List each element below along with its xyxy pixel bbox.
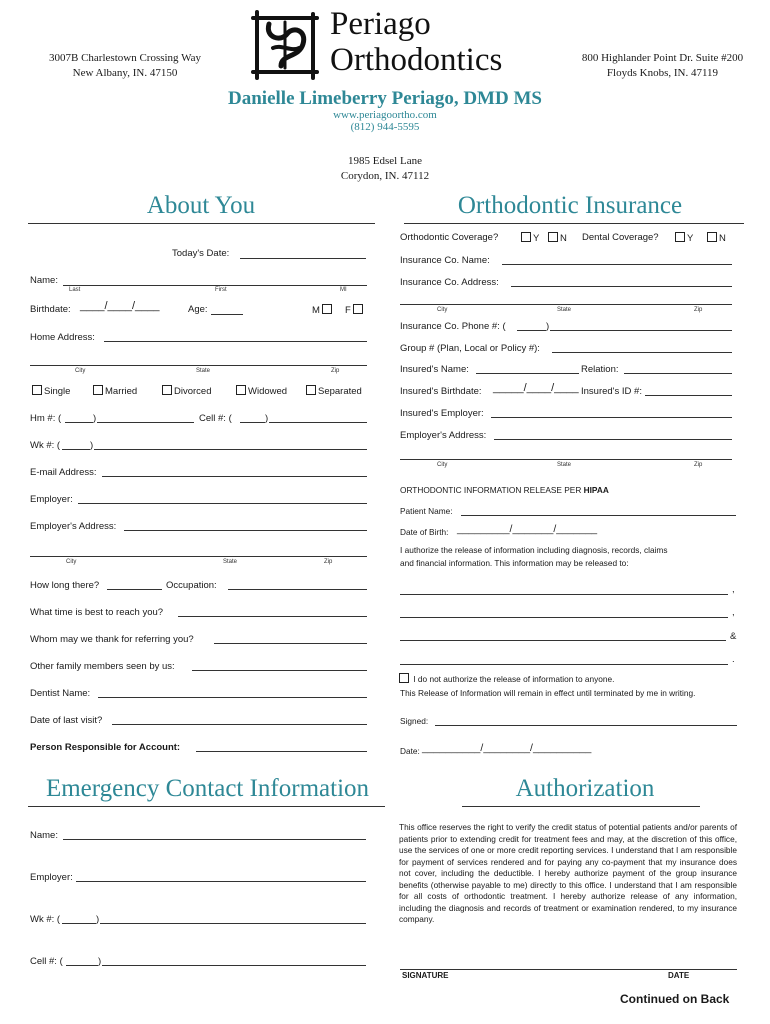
state-sublabel: State [557,462,572,468]
logo-wordmark-top: Periago [330,6,431,42]
signature-label: SIGNATURE [402,971,449,980]
dental-coverage-label: Dental Coverage? [582,232,659,243]
insurance-name-field[interactable] [502,264,732,265]
dentist-label: Dentist Name: [30,688,91,699]
ortho-coverage-yes[interactable] [521,232,539,244]
emergency-work-field[interactable] [100,923,366,924]
name-label: Name: [30,275,58,286]
authorization-text: This office reserves the right to verify the credit status of potential patients and/or parents of patients prior to extending credit for treatment fees and may, at the discretion of this office, use the services of one or more credit reporting services. I understand that I am responsible for payment of services rendered and for paying any co-payment that my insurance does not cover, including the deductible. I hereby authorize payment of the group insurance benefits (otherwise payable to me) directly to this office. I understand that I am responsible for all costs of orthodontic treatment. I hereby authorize release of any information, including the diagnosis and records of treatment or examination rendered, to my insurance company. [399,822,737,924]
email-field[interactable] [102,476,367,477]
authorization-signature-field[interactable] [400,969,737,970]
relation-label: Relation: [581,364,619,375]
first-sublabel: First [215,287,227,293]
checkbox-icon[interactable] [162,385,172,395]
group-label: Group # (Plan, Local or Policy #): [400,343,540,354]
city-sublabel: City [75,368,86,374]
insured-birthdate-label: Insured's Birthdate: [400,386,482,397]
todays-date-label: Today's Date: [172,248,230,259]
family-field[interactable] [192,670,367,671]
age-label: Age: [188,304,208,315]
insurance-name-label: Insurance Co. Name: [400,255,490,266]
work-phone-label: Wk #: ( [30,440,61,451]
insured-name-field[interactable] [476,373,579,374]
checkbox-icon[interactable] [322,304,332,314]
paren: ) [93,413,97,424]
paren: ) [90,440,94,451]
responsible-field[interactable] [196,751,367,752]
how-long-label: How long there? [30,580,100,591]
relation-field[interactable] [624,373,732,374]
about-you-heading: About You [146,192,256,219]
heading-underline [462,806,700,807]
release-title: ORTHODONTIC INFORMATION RELEASE PER [400,485,584,495]
checkbox-icon[interactable] [675,232,685,242]
dental-coverage-no[interactable] [707,232,726,244]
single-label: Single [44,386,71,397]
insured-employer-address-field[interactable] [494,439,732,440]
home-phone-label: Hm #: ( [30,413,62,424]
heading-underline [404,223,744,224]
last-visit-label: Date of last visit? [30,715,103,726]
insurance-phone-area-field[interactable] [517,330,546,331]
name-field[interactable] [63,285,367,286]
no-label: N [719,233,726,244]
authorize-text-2: and financial information. This information may be released to: [400,558,629,568]
city-sublabel: City [437,462,448,468]
birthdate-label: Birthdate: [30,304,71,315]
doctor-name: Danielle Limeberry Periago, DMD MS [228,88,542,109]
no-authorize-label: I do not authorize the release of information to anyone. [413,674,615,684]
checkbox-icon[interactable] [306,385,316,395]
auth-date-label: DATE [668,971,690,980]
state-sublabel: State [196,368,211,374]
best-time-field[interactable] [178,616,367,617]
no-authorize-option[interactable] [399,673,614,684]
left-address-line-1: 3007B Charlestown Crossing Way [49,52,201,64]
referring-field[interactable] [214,643,367,644]
sex-female[interactable] [345,304,365,316]
line-end-4: . [732,654,735,665]
insured-employer-city-field[interactable] [400,459,732,460]
periago-logo-icon [251,8,323,82]
home-phone-area-field[interactable] [65,422,93,423]
insurance-address-city-field[interactable] [400,304,732,305]
marital-divorced[interactable] [162,385,212,397]
employer-address-city-field[interactable] [30,556,367,557]
logo-wordmark-bottom: Orthodontics [330,42,503,78]
dob-label: Date of Birth: [400,527,449,537]
referring-label: Whom may we thank for referring you? [30,634,194,645]
dental-coverage-yes[interactable] [675,232,693,244]
employer-field[interactable] [78,503,367,504]
emergency-work-area-field[interactable] [62,923,96,924]
remain-text: This Release of Information will remain in effect until terminated by me in writing. [400,688,696,698]
separated-label: Separated [318,386,362,397]
family-label: Other family members seen by us: [30,661,175,672]
occupation-label: Occupation: [166,580,217,591]
checkbox-icon[interactable] [353,304,363,314]
home-phone-field[interactable] [97,422,194,423]
zip-sublabel: Zip [324,559,333,565]
employer-label: Employer: [30,494,73,505]
birthdate-field[interactable]: ____/____/____ [80,300,160,312]
paren: ) [98,956,102,967]
paren: ) [265,413,269,424]
line-end-3: & [730,631,737,642]
office-phone: (812) 944-5595 [350,121,420,133]
marital-separated[interactable] [306,385,362,397]
insured-employer-field[interactable] [491,417,732,418]
patient-name-field[interactable] [461,515,736,516]
responsible-label: Person Responsible for Account: [30,742,181,753]
checkbox-icon[interactable] [32,385,42,395]
zip-sublabel: Zip [694,462,703,468]
dob-field[interactable]: _________/_______/_______ [457,523,598,535]
employer-address-field[interactable] [124,530,367,531]
emergency-name-field[interactable] [63,839,366,840]
marital-married[interactable] [93,385,137,397]
line-end-2: , [732,607,735,618]
divorced-label: Divorced [174,386,212,397]
patient-name-label: Patient Name: [400,506,453,516]
insurance-address-field[interactable] [511,286,732,287]
last-sublabel: Last [69,287,81,293]
release-to-field-1[interactable] [400,594,728,595]
emergency-employer-field[interactable] [76,881,366,882]
insurance-phone-field[interactable] [550,330,732,331]
age-field[interactable] [211,314,243,315]
release-to-field-4[interactable] [400,664,728,665]
checkbox-icon[interactable] [236,385,246,395]
cell-label: Cell #: ( [199,413,232,424]
home-address-field[interactable] [104,341,367,342]
left-address-line-2: New Albany, IN. 47150 [72,67,178,79]
center-address-line-1: 1985 Edsel Lane [348,155,422,167]
ortho-coverage-label: Orthodontic Coverage? [400,232,499,243]
checkbox-icon[interactable] [521,232,531,242]
signed-field[interactable] [435,725,737,726]
insurance-heading: Orthodontic Insurance [457,192,683,219]
occupation-field[interactable] [228,589,367,590]
insured-name-label: Insured's Name: [400,364,469,375]
line-end-1: , [732,584,735,595]
marital-widowed[interactable] [236,385,287,397]
release-hipaa: HIPAA [583,485,609,495]
best-time-label: What time is best to reach you? [30,607,164,618]
married-label: Married [105,386,138,397]
website-link[interactable]: www.periagoortho.com [333,109,437,121]
release-to-field-2[interactable] [400,617,728,618]
city-sublabel: City [66,559,77,565]
insured-id-label: Insured's ID #: [581,386,642,397]
signed-label: Signed: [400,716,429,726]
continued-on-back: Continued on Back [620,992,730,1006]
emergency-cell-field[interactable] [102,965,366,966]
cell-field[interactable] [269,422,367,423]
zip-sublabel: Zip [694,307,703,313]
paren: ) [96,914,100,925]
release-date-label: Date: [400,746,420,756]
work-phone-field[interactable] [94,449,367,450]
dentist-field[interactable] [98,697,367,698]
checkbox-icon[interactable] [548,232,558,242]
right-office-address [555,51,770,81]
center-address-line-2: Corydon, IN. 47112 [340,170,430,182]
work-phone-area-field[interactable] [62,449,90,450]
emergency-work-label: Wk #: ( [30,914,61,925]
no-label: N [560,233,567,244]
zip-sublabel: Zip [331,368,340,374]
sex-male[interactable] [312,304,334,316]
emergency-cell-label: Cell #: ( [30,956,63,967]
yes-label: Y [533,233,540,244]
insured-employer-label: Insured's Employer: [400,408,484,419]
emergency-employer-label: Employer: [30,872,73,883]
female-label: F [345,305,351,316]
emergency-cell-area-field[interactable] [66,965,98,966]
male-label: M [312,305,320,316]
ortho-coverage-no[interactable] [548,232,567,244]
employer-address-label: Employer's Address: [30,521,117,532]
insured-employer-address-label: Employer's Address: [400,430,487,441]
last-visit-field[interactable] [112,724,367,725]
insured-birthdate-field[interactable]: _____/____/____ [493,382,579,394]
how-long-field[interactable] [107,589,162,590]
right-address-line-2: Floyds Knobs, IN. 47119 [606,67,719,79]
release-heading [400,485,609,495]
insurance-phone-label: Insurance Co. Phone #: ( [400,321,506,332]
marital-single[interactable] [32,385,70,397]
home-address-label: Home Address: [30,332,95,343]
cell-area-field[interactable] [240,422,265,423]
state-sublabel: State [557,307,572,313]
heading-underline [28,806,385,807]
checkbox-icon[interactable] [93,385,103,395]
checkbox-icon[interactable] [707,232,717,242]
paren: ) [546,321,550,332]
mi-sublabel: MI [340,287,347,293]
emergency-name-label: Name: [30,830,58,841]
city-sublabel: City [437,307,448,313]
left-office-address [20,51,230,81]
state-sublabel: State [223,559,238,565]
yes-label: Y [687,233,694,244]
authorization-heading: Authorization [515,775,655,802]
group-field[interactable] [552,352,732,353]
insured-id-field[interactable] [645,395,732,396]
emergency-heading: Emergency Contact Information [45,775,370,802]
insurance-address-label: Insurance Co. Address: [400,277,499,288]
authorize-text-1: I authorize the release of information including diagnosis, records, claims [400,545,668,555]
right-address-line-1: 800 Highlander Point Dr. Suite #200 [581,52,744,64]
home-address-city-field[interactable] [30,365,367,366]
release-date-field[interactable]: __________/________/__________ [422,742,592,754]
widowed-label: Widowed [248,386,288,397]
heading-underline [28,223,375,224]
center-office-address [0,154,770,184]
todays-date-field[interactable] [240,258,366,259]
email-label: E-mail Address: [30,467,97,478]
release-to-field-3[interactable] [400,640,726,641]
checkbox-icon[interactable] [399,673,409,683]
